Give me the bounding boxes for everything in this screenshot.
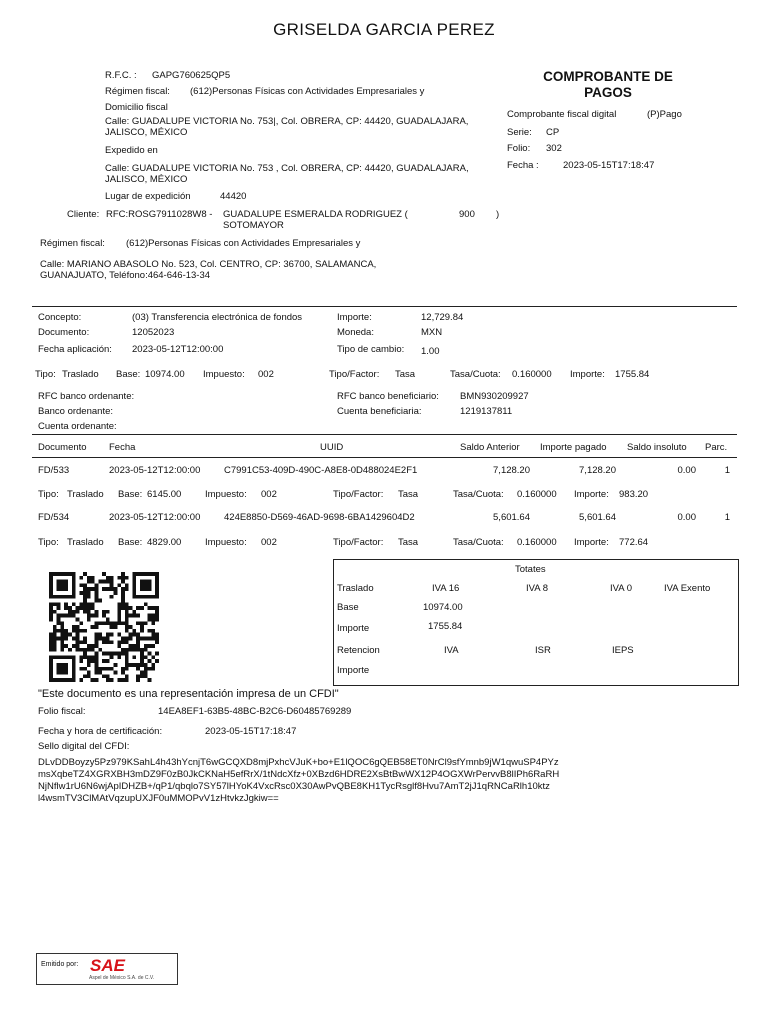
sello-line: msXqbeTZ4XGRXBH3mDZ9F0zB0JkCKNaH5efRrX/1tNdcXfz+0XBzd6HDRE2XsBtBwWX12P4OGXWrPervvB8lIPh6RaRH bbox=[38, 769, 560, 780]
rfc-value: GAPG760625QP5 bbox=[152, 70, 231, 81]
totales-box bbox=[333, 559, 739, 686]
fecha-value: 2023-05-15T17:18:47 bbox=[563, 160, 655, 171]
base-label: Base bbox=[337, 602, 359, 613]
row-fecha: 2023-05-12T12:00:00 bbox=[109, 465, 201, 476]
tax-base-value: 10974.00 bbox=[145, 369, 185, 380]
cliente-regimen-value: (612)Personas Físicas con Actividades Empresariales y bbox=[126, 238, 361, 249]
col-ieps: IEPS bbox=[612, 645, 634, 656]
rfc-banco-beneficiario-value: BMN930209927 bbox=[460, 391, 529, 402]
row-tax-base: 6145.00 bbox=[147, 489, 182, 500]
tax-importe-label: Importe: bbox=[570, 369, 605, 380]
importe-retencion-label: Importe bbox=[337, 665, 370, 676]
tipo-cambio-label: Tipo de cambio: bbox=[337, 344, 405, 355]
row-tax-tipo-label: Tipo: bbox=[38, 537, 59, 548]
tax-tipofactor-value: Tasa bbox=[395, 369, 416, 380]
importe-iva16: 1755.84 bbox=[428, 621, 463, 632]
row-tax-tipofactor-label: Tipo/Factor: bbox=[333, 537, 384, 548]
sello-line: l4wsmTV3ClMAtVqzupUXJF0uMMOPvV1zHtvkzJgkiw== bbox=[38, 793, 279, 804]
row-fecha: 2023-05-12T12:00:00 bbox=[109, 512, 201, 523]
certificacion-label: Fecha y hora de certificación: bbox=[38, 726, 163, 737]
fecha-aplicacion-label: Fecha aplicación: bbox=[38, 344, 112, 355]
domicilio-value: Calle: GUADALUPE VICTORIA No. 753|, Col. OBRERA, CP: 44420, GUADALAJARA, JALISCO, MÉXICO bbox=[105, 116, 469, 138]
col-isr: ISR bbox=[535, 645, 551, 656]
retencion-label: Retencion bbox=[337, 645, 380, 656]
row-tax-tipo-label: Tipo: bbox=[38, 489, 59, 500]
cliente-nombre: GUADALUPE ESMERALDA RODRIGUEZ ( SOTOMAYOR bbox=[223, 209, 408, 231]
issuer-name: GRISELDA GARCIA PEREZ bbox=[273, 20, 495, 39]
cliente-regimen-label: Régimen fiscal: bbox=[40, 238, 105, 249]
row-uuid: C7991C53-409D-490C-A8E8-0D488024E2F1 bbox=[224, 465, 418, 476]
concepto-label: Concepto: bbox=[38, 312, 82, 323]
tax-impuesto-value: 002 bbox=[258, 369, 274, 380]
row-importe-pagado: 7,128.20 bbox=[579, 465, 616, 476]
documento-label: Documento: bbox=[38, 327, 90, 338]
row-tax-importe-label: Importe: bbox=[574, 537, 609, 548]
folio-fiscal-value: 14EA8EF1-63B5-48BC-B2C6-D60485769289 bbox=[158, 706, 352, 717]
cliente-rfc: RFC:ROSG7911028W8 - bbox=[106, 209, 213, 220]
col-header-parc: Parc. bbox=[705, 442, 728, 453]
col-header-saldo-insoluto: Saldo insoluto bbox=[627, 442, 687, 453]
row-tax-tipo: Traslado bbox=[67, 489, 104, 500]
banco-ordenante-label: Banco ordenante: bbox=[38, 406, 114, 417]
col-iva0: IVA 0 bbox=[610, 583, 633, 594]
cuenta-ordenante-label: Cuenta ordenante: bbox=[38, 421, 117, 432]
rfc-banco-beneficiario-label: RFC banco beneficiario: bbox=[337, 391, 439, 402]
divider bbox=[32, 434, 737, 435]
row-tax-importe-label: Importe: bbox=[574, 489, 609, 500]
row-tax-tasa-label: Tasa/Cuota: bbox=[453, 489, 504, 500]
tax-importe-value: 1755.84 bbox=[615, 369, 650, 380]
comprobante-tipo-label: Comprobante fiscal digital bbox=[507, 109, 617, 120]
regimen-label: Régimen fiscal: bbox=[105, 86, 170, 97]
cliente-codigo: 900 bbox=[459, 209, 475, 220]
col-iva-exento: IVA Exento bbox=[664, 583, 711, 594]
moneda-value: MXN bbox=[421, 327, 443, 338]
row-tax-tasa: 0.160000 bbox=[517, 489, 557, 500]
row-tax-importe: 772.64 bbox=[619, 537, 649, 548]
sae-logo bbox=[36, 953, 178, 985]
documento-value: 12052023 bbox=[132, 327, 175, 338]
row-saldo-insoluto: 0.00 bbox=[677, 512, 696, 523]
cliente-direccion: Calle: MARIANO ABASOLO No. 523, Col. CENTRO, CP: 36700, SALAMANCA, GUANAJUATO, Teléfono:464-646-13-34 bbox=[40, 259, 377, 281]
folio-label: Folio: bbox=[507, 143, 531, 154]
totales-title: Totates bbox=[515, 564, 546, 575]
rfc-label: R.F.C. : bbox=[105, 70, 137, 81]
row-tax-importe: 983.20 bbox=[619, 489, 649, 500]
tax-tipofactor-label: Tipo/Factor: bbox=[329, 369, 380, 380]
qr-code bbox=[49, 572, 159, 682]
comprobante-title: COMPROBANTE DE PAGOS bbox=[543, 69, 673, 100]
sae-brand: SAE bbox=[90, 956, 125, 975]
row-tax-tipofactor-label: Tipo/Factor: bbox=[333, 489, 384, 500]
col-iva16: IVA 16 bbox=[432, 583, 460, 594]
regimen-value: (612)Personas Físicas con Actividades Empresariales y bbox=[190, 86, 425, 97]
col-header-documento: Documento bbox=[38, 442, 87, 453]
emitido-label: Emitido por: bbox=[41, 961, 79, 968]
concepto-value: (03) Transferencia electrónica de fondos bbox=[132, 312, 303, 323]
pago-importe-value: 12,729.84 bbox=[421, 312, 464, 323]
row-saldo-anterior: 5,601.64 bbox=[493, 512, 530, 523]
lugar-label: Lugar de expedición bbox=[105, 191, 191, 202]
col-iva8: IVA 8 bbox=[526, 583, 549, 594]
cliente-cierre: ) bbox=[496, 209, 500, 220]
comprobante-tipo: (P)Pago bbox=[647, 109, 682, 120]
sello-label: Sello digital del CFDI: bbox=[38, 741, 130, 752]
pago-importe-label: Importe: bbox=[337, 312, 372, 323]
traslado-label: Traslado bbox=[337, 583, 374, 594]
col-iva: IVA bbox=[444, 645, 459, 656]
moneda-label: Moneda: bbox=[337, 327, 374, 338]
tax-tipo-value: Traslado bbox=[62, 369, 99, 380]
sello-line: DLvDDBoyzy5Pz979KSahL4h43hYcnjT6wGCQXD8mjPxhcVJuK+bo+E1lQOC6gQEB58ET0NrCl9sfYmnb9jW1qwuSP4PYz bbox=[38, 757, 559, 768]
tax-tasa-value: 0.160000 bbox=[512, 369, 552, 380]
fecha-aplicacion-value: 2023-05-12T12:00:00 bbox=[132, 344, 224, 355]
row-saldo-insoluto: 0.00 bbox=[677, 465, 696, 476]
aspel-company: Aspel de México S.A. de C.V. bbox=[89, 975, 155, 981]
tax-impuesto-label: Impuesto: bbox=[203, 369, 245, 380]
row-tax-tasa: 0.160000 bbox=[517, 537, 557, 548]
col-header-uuid: UUID bbox=[320, 442, 344, 453]
row-tax-tipo: Traslado bbox=[67, 537, 104, 548]
row-saldo-anterior: 7,128.20 bbox=[493, 465, 530, 476]
rfc-banco-ordenante-label: RFC banco ordenante: bbox=[38, 391, 135, 402]
tax-tasa-label: Tasa/Cuota: bbox=[450, 369, 501, 380]
expedido-label: Expedido en bbox=[105, 145, 158, 156]
serie-value: CP bbox=[546, 127, 560, 138]
row-parc: 1 bbox=[724, 512, 730, 523]
row-tax-base-label: Base: bbox=[118, 537, 143, 548]
tipo-cambio-value: 1.00 bbox=[421, 346, 440, 357]
divider bbox=[32, 306, 737, 307]
row-tax-base: 4829.00 bbox=[147, 537, 182, 548]
row-documento: FD/534 bbox=[38, 512, 70, 523]
cliente-label: Cliente: bbox=[67, 209, 100, 220]
certificacion-value: 2023-05-15T17:18:47 bbox=[205, 726, 297, 737]
domicilio-label: Domicilio fiscal bbox=[105, 102, 168, 113]
row-tax-base-label: Base: bbox=[118, 489, 143, 500]
fecha-label: Fecha : bbox=[507, 160, 539, 171]
row-tax-impuesto: 002 bbox=[261, 489, 277, 500]
base-iva16: 10974.00 bbox=[423, 602, 463, 613]
folio-value: 302 bbox=[546, 143, 562, 154]
col-header-fecha: Fecha bbox=[109, 442, 136, 453]
serie-label: Serie: bbox=[507, 127, 532, 138]
leyenda-cfdi: "Este documento es una representación impresa de un CFDI" bbox=[38, 688, 339, 700]
row-importe-pagado: 5,601.64 bbox=[579, 512, 616, 523]
row-tax-tasa-label: Tasa/Cuota: bbox=[453, 537, 504, 548]
row-tax-tipofactor: Tasa bbox=[398, 489, 419, 500]
lugar-value: 44420 bbox=[220, 191, 247, 202]
tax-tipo-label: Tipo: bbox=[35, 369, 56, 380]
row-uuid: 424E8850-D569-46AD-9698-6BA1429604D2 bbox=[224, 512, 415, 523]
row-parc: 1 bbox=[724, 465, 730, 476]
row-tax-impuesto: 002 bbox=[261, 537, 277, 548]
tax-base-label: Base: bbox=[116, 369, 141, 380]
cuenta-beneficiaria-label: Cuenta beneficiaria: bbox=[337, 406, 422, 417]
col-header-importe-pagado: Importe pagado bbox=[540, 442, 607, 453]
folio-fiscal-label: Folio fiscal: bbox=[38, 706, 86, 717]
row-documento: FD/533 bbox=[38, 465, 70, 476]
row-tax-tipofactor: Tasa bbox=[398, 537, 419, 548]
row-tax-impuesto-label: Impuesto: bbox=[205, 489, 247, 500]
importe-label: Importe bbox=[337, 623, 370, 634]
divider bbox=[32, 457, 737, 458]
col-header-saldo-anterior: Saldo Anterior bbox=[460, 442, 520, 453]
expedido-value: Calle: GUADALUPE VICTORIA No. 753 , Col. OBRERA, CP: 44420, GUADALAJARA, JALISCO, MÉXICO bbox=[105, 163, 469, 185]
row-tax-impuesto-label: Impuesto: bbox=[205, 537, 247, 548]
sello-line: NjNflw1rU6N6wjApIDHZB+/qP1/qbqlo7SY57lHYoK4VxcRsc0X30AwPvQBE8KH1TycRsglf8Hvu7AmT2jJ1qRNCaRlh10ktz bbox=[38, 781, 550, 792]
cuenta-beneficiaria-value: 1219137811 bbox=[460, 406, 513, 417]
